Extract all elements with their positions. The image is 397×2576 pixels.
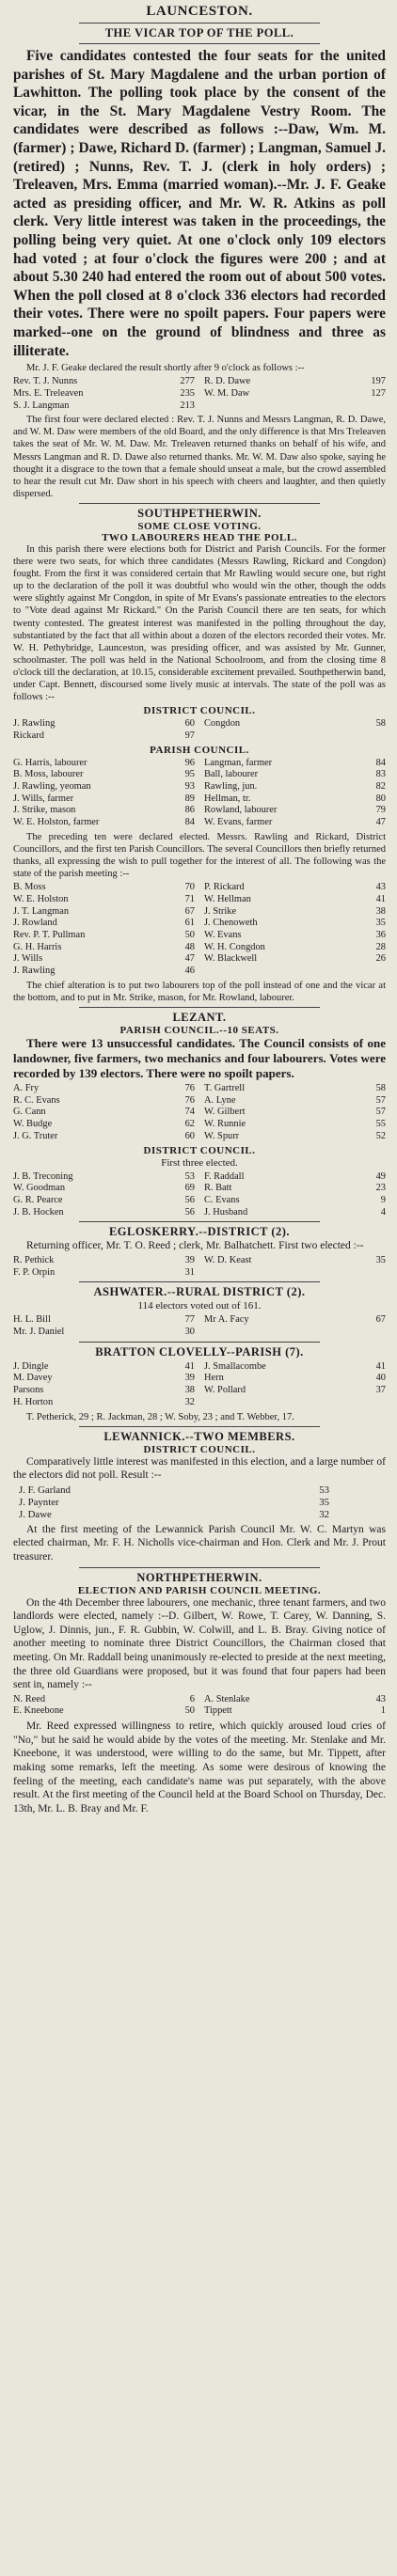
result-row: W. Budge 62 (13, 1119, 195, 1130)
result-row: G. H. Harris 48 (13, 941, 195, 952)
section-paragraph: On the 4th December three labourers, one mechanic, three tenant farmers, and two landlords were elected, namely :--D. Gilbert, W. Rowe, T. Carey, W. Danning, S. Uglow, J. Dinnis, jun., F. R. Gubbin, W. Colwill, and L. B. Bray. Giving notice of another meeting to nominate three District Councillors, the Chairman closed that meeting. On Mr. Raddall being unanimously re-elected to preside at the next meeting, the three old Guardians were proposed, but it was found that four papers had been sent in, namely :-- (13, 1596, 386, 1691)
section-paragraph: In this parish there were elections both for District and Parish Councils. For the former there were two seats, for which three candidates (Messrs Rawling, Rickard and Congdon) fought. From the first it was considered certain that Mr Rawling would secure one, but right up to the declaration of the poll it was doubtful who would win the other, though the odds were slightly against Mr Congdon, in spite of Mr Evans's passionate entreaties to the electors to "Vote dead against Mr Rickard." On the Parish Council there are ten seats, for which twenty contested. The greatest interest was manifested in the polling throughout the day, substantiated by the fact that all within about a dozen of the electors recorded their votes. Mr. W. H. Pethybridge, Launceston, was presiding officer, and was assisted by Mr. Gunner, schoolmaster. The poll was held in the National Schoolroom, and from the closing time 8 o'clock till the declaration, at 10.15, considerable excitement prevailed. Southpetherwin band, under Capt. Bennett, discoursed some lively music at intervals. The state of the poll was as follows :-- (13, 543, 386, 703)
result-row: W. D. Keast 35 (204, 1254, 386, 1265)
result-row: J. B. Treconing 53 (13, 1170, 195, 1182)
divider (79, 1567, 320, 1568)
result-row: M. Davey 39 (13, 1373, 195, 1384)
section-heading: LEZANT. (172, 1010, 227, 1024)
result-row: J. Smallacombe 41 (204, 1360, 386, 1372)
result-row: J. Paynter 35 (19, 1496, 329, 1508)
lezant-district-results (13, 1171, 386, 1219)
section-paragraph: The preceding ten were declared elected. Messrs. Rawling and Rickard, District Councillors, and the first ten Parish Councillors. The several Councillors then briefly returned thanks, all expressing the wish to pull together for the interest of all. The following was the state of the parish meeting :-- (13, 831, 386, 880)
section-heading: BRATTON CLOVELLY--PARISH (7). (95, 1344, 304, 1359)
result-row: H. Horton 32 (13, 1396, 195, 1407)
divider (79, 1221, 320, 1222)
result-row: J. Dawe 32 (19, 1508, 329, 1520)
result-row: J. T. Langman 67 (13, 905, 195, 917)
district-results (13, 718, 386, 742)
result-row: Mr A. Facy 67 (204, 1314, 386, 1326)
result-row: J. Chenoweth 35 (204, 918, 386, 929)
divider (79, 23, 320, 24)
result-row: W. Gilbert 57 (204, 1107, 386, 1118)
result-row: W. Hellman 41 (204, 893, 386, 904)
divider (79, 1007, 320, 1008)
result-row: Congdon 58 (204, 718, 386, 730)
section-paragraph: Returning officer, Mr. T. O. Reed ; clerk, Mr. Balhatchett. First two elected :-- (26, 1240, 364, 1252)
result-row: A. Stenlake 43 (204, 1693, 386, 1704)
result-row: W. Evans 36 (204, 929, 386, 940)
ashwater-results (13, 1314, 386, 1338)
result-row: F. Raddall 49 (204, 1170, 386, 1182)
divider (79, 503, 320, 504)
result-row: B. Moss, labourer 95 (13, 769, 195, 780)
result-row: T. Gartrell 58 (204, 1082, 386, 1093)
result-row: J. Strike, mason 86 (13, 805, 195, 816)
table-label: DISTRICT COUNCIL. (143, 1144, 256, 1156)
result-row: J. G. Truter 60 (13, 1130, 195, 1141)
meeting-results (13, 882, 386, 978)
launceston-results (13, 376, 386, 412)
parish-results (13, 758, 386, 829)
section-heading: LEWANNICK.--TWO MEMBERS. (103, 1429, 295, 1443)
section-heading: SOUTHPETHERWIN. (137, 506, 262, 520)
result-row: W. Spurr 52 (204, 1130, 386, 1141)
result-row: E. Kneebone 50 (13, 1705, 195, 1717)
section-heading: EGLOSKERRY.--DISTRICT (2). (108, 1225, 291, 1239)
result-row: Rickard 97 (13, 730, 195, 741)
result-row: R. Batt 23 (204, 1183, 386, 1194)
result-row: J. Rowland 61 (13, 918, 195, 929)
result-row: N. Reed 6 (13, 1693, 195, 1704)
divider (79, 43, 320, 44)
result-row: Tippett 1 (204, 1705, 386, 1717)
result-row: W. Blackwell 26 (204, 953, 386, 965)
result-row: W. Runnie 55 (204, 1119, 386, 1130)
table-label: PARISH COUNCIL. (150, 744, 249, 756)
note-line: First three elected. (161, 1156, 238, 1169)
result-row: W. M. Daw 127 (204, 387, 386, 399)
result-row: J. Wills, farmer 89 (13, 793, 195, 804)
result-row: J. Wills 47 (13, 953, 195, 965)
lezant-results (13, 1083, 386, 1143)
result-row: Langman, farmer 84 (204, 757, 386, 768)
result-row: J. Dingle 41 (13, 1360, 195, 1372)
section-subheading: ELECTION AND PARISH COUNCIL MEETING. (77, 1584, 322, 1596)
result-row: Rev. P. T. Pullman 50 (13, 929, 195, 940)
result-row: S. J. Langman 213 (13, 400, 195, 411)
result-row: F. P. Orpin 31 (13, 1266, 195, 1278)
result-row: Mrs. E. Treleaven 235 (13, 387, 195, 399)
result-row: W. Evans, farmer 47 (204, 817, 386, 828)
result-row: J. Rawling 46 (13, 966, 195, 977)
section-subheading: SOME CLOSE VOTING. (137, 520, 262, 532)
table-label: DISTRICT COUNCIL. (143, 705, 256, 717)
lewannick-results (13, 1484, 386, 1521)
result-row: H. L. Bill 77 (13, 1314, 195, 1326)
section-subheading: PARISH COUNCIL.--10 SEATS. (119, 1024, 279, 1036)
article-heading: THE VICAR TOP OF THE POLL. (104, 26, 294, 39)
result-row: R. D. Dawe 197 (204, 376, 386, 387)
result-row: J. Rawling, yeoman 93 (13, 780, 195, 792)
result-row: P. Rickard 43 (204, 882, 386, 893)
dateline: LAUNCESTON. (146, 4, 253, 19)
section-subheading: DISTRICT COUNCIL. (143, 1443, 256, 1455)
nominee-results (13, 1694, 386, 1718)
result-row: J. F. Garland 53 (19, 1484, 329, 1496)
section-heading: NORTHPETHERWIN. (136, 1570, 262, 1584)
result-row: J. Husband 4 (204, 1206, 386, 1217)
note-line: 114 electors voted out of 161. (137, 1300, 262, 1312)
result-row: B. Moss 70 (13, 882, 195, 893)
result-row: G. R. Pearce 56 (13, 1194, 195, 1205)
section-paragraph: Comparatively little interest was manifested in this election, and a large number of the electors did not poll. Result :-- (13, 1455, 386, 1482)
section-paragraph: Mr. Reed expressed willingness to retire, which quickly aroused loud cries of "No," but he said he would abide by the votes of the meeting. Mr. Stenlake and Mr. Kneebone, it was understood, were willing to do the same, but Mr. Tippett, after making some remarks, left the meeting. As some were desirous of knowing the feeling of the meeting, each candidate's name was put separately, with the above result. At the first meeting of the Council held at the Board School on Thursday, Dec. 13th, Mr. L. B. Bray and Mr. F. (13, 1720, 386, 1814)
result-row: G. Harris, labourer 96 (13, 757, 195, 768)
section-paragraph: T. Petherick, 29 ; R. Jackman, 28 ; W. Soby, 23 ; and T. Webber, 17. (26, 1411, 294, 1422)
egloskerry-results (13, 1255, 386, 1279)
result-row: R. Pethick 39 (13, 1254, 195, 1265)
result-row: Rawling, jun. 82 (204, 780, 386, 792)
result-row: Parsons 38 (13, 1385, 195, 1396)
result-row: A. Lyne 57 (204, 1094, 386, 1106)
result-row: J. Strike 38 (204, 905, 386, 917)
result-paragraph: Mr. J. F. Geake declared the result shortly after 9 o'clock as follows :-- (26, 363, 305, 374)
section-paragraph: There were 13 unsuccessful candidates. The Council consists of one landowner, five farmers, two mechanics and four labourers. Votes were recorded by 139 electors. There were no spoilt papers. (13, 1035, 386, 1080)
section-paragraph: At the first meeting of the Lewannick Parish Council Mr. W. C. Martyn was elected chairman, Mr. F. H. Nicholls vice-chairman and Hon. Clerk and Mr. J. Prout treasurer. (13, 1523, 386, 1563)
divider (79, 1342, 320, 1343)
result-row: W. E. Holston, farmer 84 (13, 817, 195, 828)
intro-paragraph: Five candidates contested the four seats for the united parishes of St. Mary Magdalene and the urban portion of Lawhitton. The polling took place by the consent of the vicar, in the St. Mary Magdalene Vestry Room. The candidates were described as follows :--Daw, Wm. M. (farmer) ; Dawe, Richard D. (farmer) ; Langman, Samuel J. (retired) ; Nunns, Rev. T. J. (clerk in holy orders) ; Treleaven, Mrs. Emma (married woman).--Mr. J. F. Geake acted as presiding officer, and Mr. W. R. Atkins as poll clerk. Very little interest was taken in the proceedings, the polling being very quiet. At one o'clock only 109 electors had voted ; at four o'clock the figures were 200 ; and at about 5.30 240 had entered the room out of about 500 votes. When the poll closed at 8 o'clock 336 electors had recorded their votes. There were no spoilt papers. Four papers were marked--one on the ground of blindness and three as illiterate. (13, 48, 386, 359)
result-row: W. Goodman 69 (13, 1183, 195, 1194)
result-row: W. E. Holston 71 (13, 893, 195, 904)
result-row: Mr. J. Daniel 30 (13, 1327, 195, 1338)
result-row: G. Cann 74 (13, 1107, 195, 1118)
result-row: Rev. T. J. Nunns 277 (13, 376, 195, 387)
section-paragraph: The chief alteration is to put two labourers top of the poll instead of one and the vicar at the bottom, and to put in Mr. Strike, mason, for Mr. Rowland, labourer. (13, 980, 386, 1003)
section-subheading: TWO LABOURERS HEAD THE POLL. (102, 531, 297, 543)
result-row: W. Pollard 37 (204, 1385, 386, 1396)
result-row: Rowland, labourer 79 (204, 805, 386, 816)
section-heading: ASHWATER.--RURAL DISTRICT (2). (93, 1285, 306, 1299)
result-row: Ball, labourer 83 (204, 769, 386, 780)
result-row: J. B. Hocken 56 (13, 1206, 195, 1217)
result-row: R. C. Evans 76 (13, 1094, 195, 1106)
result-row: C. Evans 9 (204, 1194, 386, 1205)
divider (79, 1281, 320, 1282)
result-row: J. Rawling 60 (13, 718, 195, 730)
divider (79, 1426, 320, 1427)
bratton-results (13, 1361, 386, 1409)
launceston-paragraph: The first four were declared elected : Rev. T. J. Nunns and Messrs Langman, R. D. Dawe, and W. M. Daw were members of the old Board, and the only difference is that Mrs Treleaven takes the seat of Mr. W. M. Daw. Mr. Treleaven returned thanks on behalf of his wife, and Messrs Langman and R. D. Dawe also returned thanks. Mr. W. M. Daw also spoke, saying he thought it a disgrace to the town that a female should unseat a male, but the crowd assembled to hear the result cut Mr. Daw short in his speech with cheers and laughter, and then quietly dispersed. (13, 415, 386, 499)
result-row: W. H. Congdon 28 (204, 941, 386, 952)
result-row: Hern 40 (204, 1373, 386, 1384)
result-row: Hellman, tr. 80 (204, 793, 386, 804)
result-row: A. Fry 76 (13, 1082, 195, 1093)
